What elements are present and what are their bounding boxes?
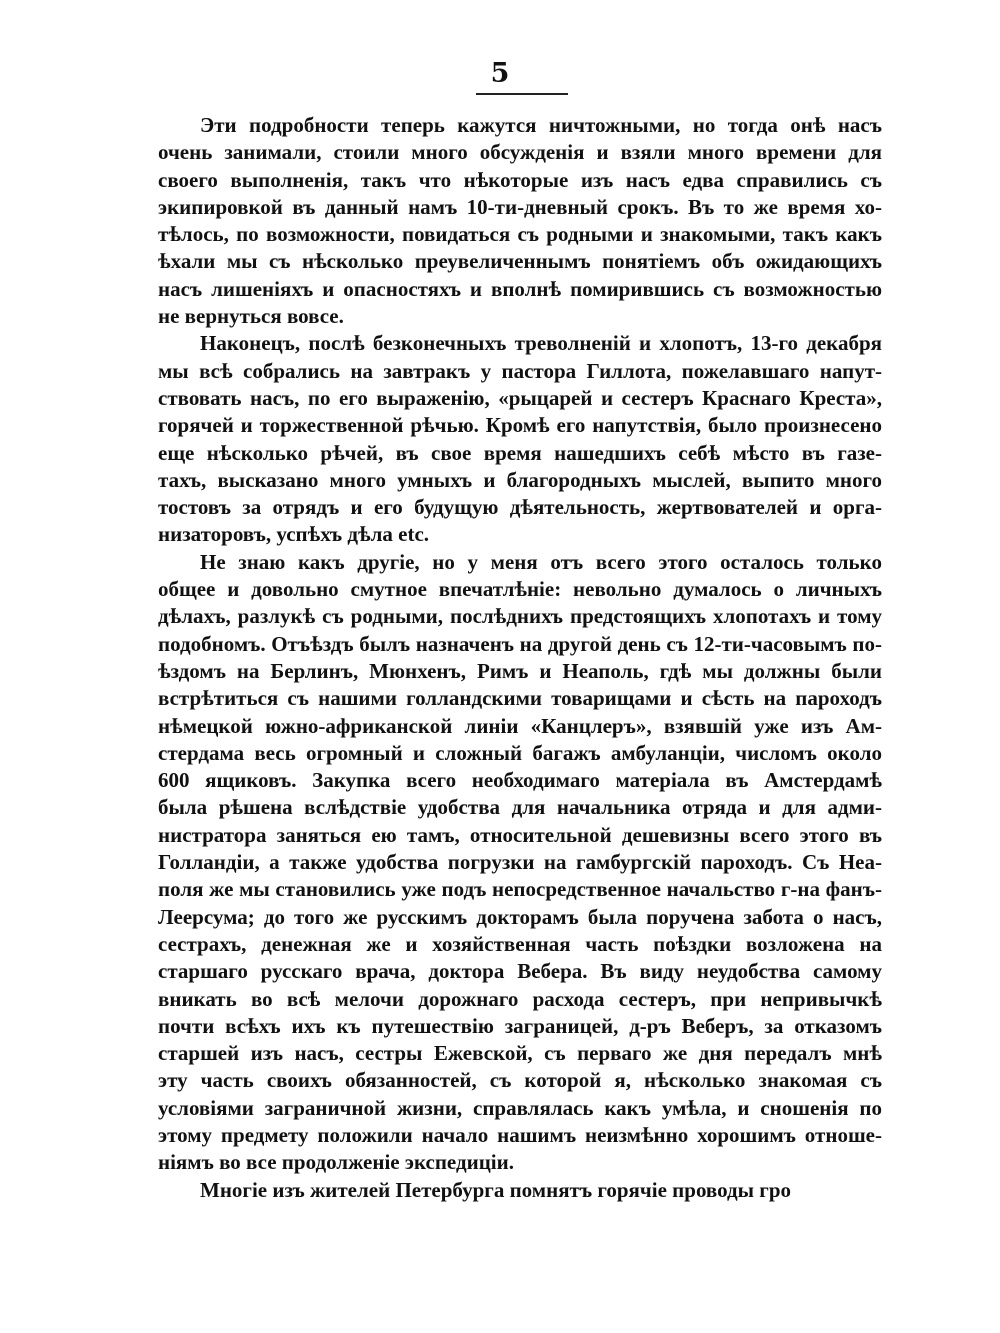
text-line: была рѣшена вслѣдствіе удобства для начальника отряда и для адми-: [158, 795, 882, 820]
text-line: 600 ящиковъ. Закупка всего необходимаго матеріала въ Амстердамѣ: [158, 768, 882, 793]
text-line: Голландіи, а также удобства погрузки на гамбургскій пароходъ. Съ Неа-: [158, 850, 882, 875]
paragraph: [158, 112, 882, 330]
text-line: нистратора заняться ею тамъ, относительной дешевизны всего этого въ: [158, 822, 882, 847]
paragraph: [158, 549, 882, 1177]
text-line: нѣмецкой южно-африканской линіи «Канцлеръ», взявшій уже изъ Ам-: [158, 713, 882, 738]
text-line: очень занимали, стоили много обсужденія и взяли много времени для: [158, 140, 882, 165]
text-line: эту часть своихъ обязанностей, съ которой я, нѣсколько знакомая съ: [158, 1068, 882, 1093]
text-line: вникать во всѣ мелочи дорожнаго расхода сестеръ, при непривычкѣ: [158, 986, 882, 1011]
body-text: [158, 112, 882, 1204]
text-line: еще нѣсколько рѣчей, въ свое время нашедшихъ себѣ мѣсто въ газе-: [158, 440, 882, 465]
text-line: Эти подробности теперь кажутся ничтожными, но тогда онѣ насъ: [200, 113, 882, 137]
text-line: Многіе изъ жителей Петербурга помнятъ горячіе проводы гро: [200, 1177, 791, 1202]
text-line: не вернуться вовсе.: [158, 304, 344, 329]
text-line: Не знаю какъ другіе, но у меня отъ всего этого осталось только: [200, 549, 882, 574]
text-line: Леерсума; до того же русскимъ докторамъ была поручена забота о насъ,: [158, 904, 882, 929]
text-line: мы всѣ собрались на завтракъ у пастора Гиллота, пожелавшаго напут-: [158, 358, 882, 383]
text-line: ніямъ во все продолженіе экспедиціи.: [158, 1150, 514, 1175]
text-line: встрѣтиться съ нашими голландскими товарищами и сѣсть на пароходъ: [158, 686, 882, 711]
text-line: экипировкой въ данный намъ 10-ти-дневный срокъ. Въ то же время хо-: [158, 194, 882, 219]
text-line: почти всѣхъ ихъ къ путешествію заграницей, д-ръ Веберъ, за отказомъ: [158, 1013, 882, 1038]
paragraph: [158, 1177, 882, 1204]
text-line: ѣхали мы съ нѣсколько преувеличеннымъ понятіемъ объ ожидающихъ: [158, 249, 882, 274]
page-number-rule: [476, 93, 568, 95]
text-line: насъ лишеніяхъ и опасностяхъ и вполнѣ помирившись съ возможностью: [158, 276, 882, 301]
text-line: этому предмету положили начало нашимъ неизмѣнно хорошимъ отноше-: [158, 1122, 882, 1147]
text-line: условіями заграничной жизни, справлялась какъ умѣла, и сношенія по: [158, 1095, 882, 1120]
text-line: сестрахъ, денежная же и хозяйственная часть поѣздки возложена на: [158, 931, 882, 956]
text-line: своего выполненія, такъ что нѣкоторые изъ насъ едва справились съ: [158, 167, 882, 192]
text-line: дѣлахъ, разлукѣ съ родными, послѣднихъ предстоящихъ хлопотахъ и тому: [158, 604, 882, 629]
text-line: Наконецъ, послѣ безконечныхъ треволненій и хлопотъ, 13-го декабря: [200, 331, 882, 356]
text-line: старшаго русскаго врача, доктора Вебера. Въ виду неудобства самому: [158, 959, 882, 984]
page-number: 5: [490, 58, 510, 89]
text-line: подобномъ. Отъѣздъ былъ назначенъ на другой день съ 12-ти-часовымъ по-: [158, 631, 882, 656]
text-line: низаторовъ, успѣхъ дѣла etc.: [158, 522, 430, 547]
text-line: тѣлось, по возможности, повидаться съ родными и знакомыми, такъ какъ: [158, 222, 882, 247]
text-line: горячей и торжественной рѣчью. Кромѣ его напутствія, было произнесено: [158, 413, 882, 438]
paragraph: [158, 330, 882, 548]
text-line: поля же мы становились уже подъ непосредственное начальство г-на фанъ-: [158, 877, 882, 902]
text-line: ѣздомъ на Берлинъ, Мюнхенъ, Римъ и Неаполь, гдѣ мы должны были: [158, 658, 882, 683]
text-line: тахъ, высказано много умныхъ и благородныхъ мыслей, выпито много: [158, 467, 882, 492]
text-line: ствовать насъ, по его выраженію, «рыцарей и сестеръ Краснаго Креста»,: [158, 385, 882, 410]
text-line: старшей изъ насъ, сестры Ежевской, съ перваго же дня передалъ мнѣ: [158, 1041, 882, 1066]
text-line: стердама весь огромный и сложный багажъ амбуланціи, числомъ около: [158, 740, 882, 765]
text-line: общее и довольно смутное впечатлѣніе: невольно думалось о личныхъ: [158, 577, 882, 602]
text-line: тостовъ за отрядъ и его будущую дѣятельность, жертвователей и орга-: [158, 495, 882, 520]
